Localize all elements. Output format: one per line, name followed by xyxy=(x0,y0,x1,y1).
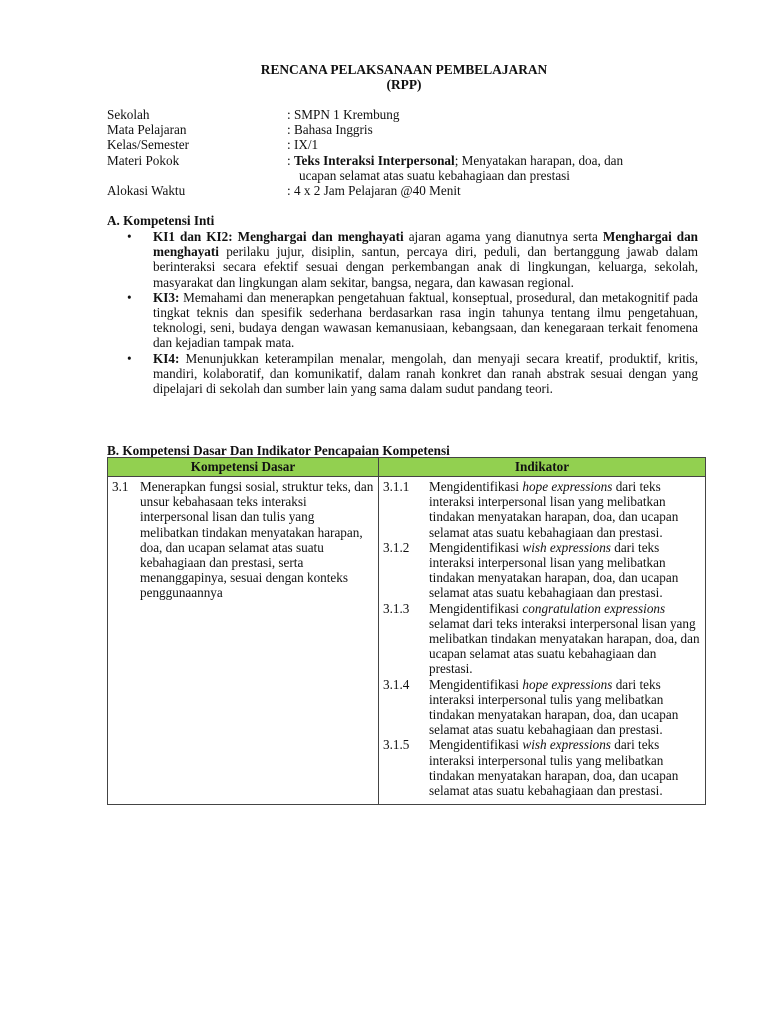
indicator-number: 3.1.3 xyxy=(383,600,410,616)
section-heading-b: B. Kompetensi Dasar Dan Indikator Pencapaian Kompetensi xyxy=(107,443,450,458)
info-value-rest: ; Menyatakan harapan, doa, dan xyxy=(454,152,624,168)
indicator-text-em: congratulation expressions xyxy=(522,600,666,616)
ki-text: Menunjukkan keterampilan menalar, mengolah, dan menyaji secara kreatif, produktif, kritis, mandiri, kolaboratif, dan komunikatif, dalam ranah konkret dan ranah abstrak sesuai dengan yang dipelajari di sekolah dan sumber lain yang sama dalam sudut pandang teori. xyxy=(153,350,698,397)
section-heading-a: A. Kompetensi Inti xyxy=(107,213,215,228)
indicator-text-em: wish expressions xyxy=(522,737,611,753)
bullet-icon: • xyxy=(127,229,132,244)
indicator-text-em: hope expressions xyxy=(522,676,613,692)
indicator-text-post: dari teks interaksi interpersonal tulis yang melibatkan tindakan menyatakan harapan, doa, dan ucapan selamat atas suatu kebahagiaan dan prestasi. xyxy=(429,676,679,738)
indicator-number: 3.1.5 xyxy=(383,737,410,753)
kd-text: Menerapkan fungsi sosial, struktur teks, dan unsur kebahasaan teks interaksi interpersonal lisan dan tulis yang melibatkan tindakan menyatakan harapan, doa, dan ucapan selamat atas suatu kebahagiaan dan prestasi, serta menanggapinya, sesuai dengan konteks penggunaannya xyxy=(140,479,374,601)
info-label: Mata Pelajaran xyxy=(107,122,187,138)
info-row-sekolah xyxy=(107,107,707,122)
indicator-text-post: dari teks interaksi interpersonal tulis yang melibatkan tindakan menyatakan harapan, doa, dan ucapan selamat atas suatu kebahagiaan dan prestasi. xyxy=(429,737,679,799)
indicator-item xyxy=(383,677,701,738)
indicator-number: 3.1.4 xyxy=(383,676,410,692)
info-row-kelas-semester xyxy=(107,137,707,152)
header-indikator: Indikator xyxy=(379,458,706,477)
kd-cell xyxy=(108,477,379,805)
competency-table xyxy=(107,457,706,805)
ki-text: Memahami dan menerapkan pengetahuan faktual, konseptual, prosedural, dan metakognitif pada tingkat teknis dan spesifik sederhana berdasarkan rasa ingin tahunya tentang ilmu pengetahuan, teknologi, seni, budaya dengan wawasan kemanusiaan, kebangsaan, dan kenegaraan terkait fenomena dan kejadian tampak mata. xyxy=(153,289,698,351)
indicator-item xyxy=(383,737,701,798)
info-row-mata-pelajaran xyxy=(107,122,707,137)
ki-label: KI3: xyxy=(153,289,180,305)
indicator-text-pre: Mengidentifikasi xyxy=(429,539,523,555)
table-row xyxy=(108,477,706,805)
ki-item xyxy=(127,229,698,290)
ki-label: KI1 dan KI2: Menghargai dan menghayati xyxy=(153,229,404,244)
bullet-icon: • xyxy=(127,289,132,305)
info-value-line2: ucapan selamat atas suatu kebahagiaan dan prestasi xyxy=(299,167,570,183)
info-row-materi-pokok xyxy=(107,153,707,183)
indicator-text xyxy=(429,601,701,677)
info-label: Sekolah xyxy=(107,107,150,122)
indicator-text xyxy=(429,737,701,798)
info-label: Kelas/Semester xyxy=(107,137,190,153)
indicator-text-em: hope expressions xyxy=(522,479,613,494)
indicator-item xyxy=(383,601,701,677)
ki-text: ajaran agama yang dianutnya serta xyxy=(403,229,603,244)
indicator-item xyxy=(383,479,701,540)
bullet-icon: • xyxy=(127,350,132,366)
info-value-bold: Teks Interaksi Interpersonal xyxy=(293,152,455,168)
indicator-text-pre: Mengidentifikasi xyxy=(429,737,523,753)
info-label: Materi Pokok xyxy=(107,152,180,168)
table-header-row xyxy=(108,458,706,477)
document-title: RENCANA PELAKSANAAN PEMBELAJARAN xyxy=(260,62,548,77)
indicator-text-em: wish expressions xyxy=(522,539,611,555)
indicator-text-post: selamat dari teks interaksi interpersonal lisan yang melibatkan tindakan menyatakan harapan, doa, dan ucapan selamat atas suatu kebahagiaan dan prestasi. xyxy=(429,615,700,677)
indicator-text-pre: Mengidentifikasi xyxy=(429,479,523,494)
indicator-text-pre: Mengidentifikasi xyxy=(429,600,523,616)
ki-item xyxy=(127,290,698,351)
indicator-number: 3.1.1 xyxy=(383,479,410,494)
indicator-text xyxy=(429,677,701,738)
kd-number: 3.1 xyxy=(112,479,129,494)
info-label: Alokasi Waktu xyxy=(107,183,186,199)
ki-label-2: Menghargai dan menghayati xyxy=(153,229,699,260)
indicator-text-post: dari teks interaksi interpersonal lisan yang melibatkan tindakan menyatakan harapan, doa, dan ucapan selamat atas suatu kebahagiaan dan prestasi. xyxy=(429,479,679,540)
indicator-text xyxy=(429,479,701,540)
indicator-item xyxy=(383,540,701,601)
indicator-number: 3.1.2 xyxy=(383,539,410,555)
info-value: : Bahasa Inggris xyxy=(287,122,373,138)
info-row-alokasi-waktu xyxy=(107,183,707,198)
indicator-text-pre: Mengidentifikasi xyxy=(429,676,523,692)
identity-block xyxy=(107,107,707,198)
header-kompetensi-dasar: Kompetensi Dasar xyxy=(108,458,379,477)
info-value: : SMPN 1 Krembung xyxy=(287,107,400,122)
info-value: : 4 x 2 Jam Pelajaran @40 Menit xyxy=(287,183,461,199)
ki-label: KI4: xyxy=(153,350,180,366)
ki-item xyxy=(127,351,698,397)
kompetensi-inti-list xyxy=(127,229,698,396)
indicator-cell xyxy=(379,477,706,805)
ki-text-2: perilaku jujur, disiplin, santun, percaya diri, peduli, dan bertanggung jawab dalam berinteraksi secara efektif sesuai dengan perkembangan anak di lingkungan, keluarga, sekolah, masyarakat dan lingkungan alam sekitar, bangsa, negara, dan kawasan regional. xyxy=(153,244,698,290)
info-value xyxy=(287,153,707,183)
kd-item xyxy=(112,479,374,601)
document-subtitle: (RPP) xyxy=(386,77,422,92)
info-value: : IX/1 xyxy=(287,137,319,153)
info-value-prefix: : xyxy=(287,152,294,168)
indicator-text xyxy=(429,540,701,601)
indicator-text-post: dari teks interaksi interpersonal lisan yang melibatkan tindakan menyatakan harapan, doa, dan ucapan selamat atas suatu kebahagiaan dan prestasi. xyxy=(429,539,679,601)
